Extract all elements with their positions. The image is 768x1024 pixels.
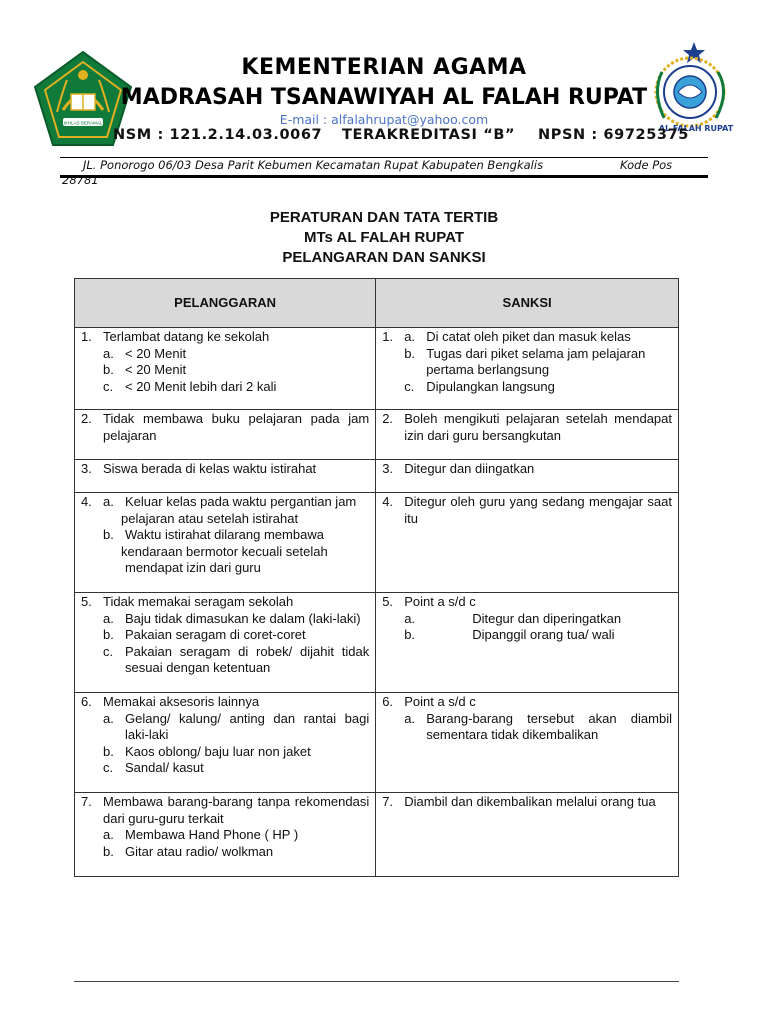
sub-letter: c. — [404, 378, 415, 394]
sub-text: Barang-barang tersebut akan diambil sementara tidak dikembalikan — [426, 710, 672, 742]
item-text: Terlambat datang ke sekolah — [103, 329, 270, 344]
sub-letter: b. — [103, 843, 114, 859]
sub-text: Kaos oblong/ baju luar non jaket — [125, 743, 311, 759]
violation-cell — [75, 493, 376, 593]
sub-text: Ditegur dan diperingatkan — [472, 610, 622, 626]
school-name: MADRASAH TSANAWIYAH AL FALAH RUPAT — [120, 85, 648, 110]
item-text: Ditegur oleh guru yang sedang mengajar saat itu — [404, 494, 672, 526]
item-text: Ditegur dan diingatkan — [404, 461, 535, 476]
item-text-continuation: pelajaran atau setelah istirahat — [121, 510, 299, 526]
item-number: 1. — [382, 329, 394, 344]
item-text: Di catat oleh piket dan masuk kelas — [426, 329, 631, 344]
sub-letter: a. — [404, 610, 416, 626]
sub-letter: a. — [404, 329, 416, 344]
item-number: 3. — [382, 461, 394, 476]
sub-text: Gitar atau radio/ wolkman — [125, 843, 274, 859]
sanction-cell — [376, 593, 679, 693]
email-address[interactable]: E-mail : alfalahrupat@yahoo.com — [279, 112, 489, 127]
sub-text: Dipulangkan langsung — [426, 378, 555, 394]
item-text: Membawa barang-barang tanpa rekomendasi dari guru-guru terkait — [103, 794, 370, 826]
sub-text-continuation: pertama berlangsung — [426, 362, 550, 377]
item-text: Boleh mengikuti pelajaran setelah mendapat izin dari guru bersangkutan — [404, 411, 672, 443]
column-header-pelanggaran: PELANGGARAN — [75, 279, 376, 328]
violation-cell — [75, 328, 376, 410]
table-row — [75, 410, 679, 460]
violation-cell — [75, 593, 376, 693]
sanction-cell — [376, 328, 679, 410]
school-address: JL. Ponorogo 06/03 Desa Parit Kebumen Kecamatan Rupat Kabupaten Bengkalis — [83, 158, 544, 172]
item-text: Point a s/d c — [404, 594, 476, 609]
institution-name: KEMENTERIAN AGAMA — [241, 55, 527, 80]
logo-ribbon-text: AL FALAH RUPAT — [658, 124, 734, 133]
sub-letter: a. — [103, 710, 114, 726]
sub-letter: b. — [404, 627, 416, 642]
sub-text-continuation: mendapat izin dari guru — [125, 560, 261, 575]
item-number: 5. — [382, 594, 394, 609]
sub-text: Sandal/ kasut — [125, 760, 204, 775]
sanction-cell — [376, 410, 679, 460]
document-title: PERATURAN DAN TATA TERTIB — [269, 209, 499, 226]
accreditation-status: TERAKREDITASI “B” — [342, 127, 516, 143]
sub-letter: b. — [103, 527, 114, 542]
violation-cell — [75, 793, 376, 877]
item-text: Keluar kelas pada waktu pergantian jam — [125, 494, 357, 509]
table-row — [75, 328, 679, 410]
violation-cell — [75, 410, 376, 460]
sub-text: Pakaian seragam di robek/ dijahit tidak sesuai dengan ketentuan — [125, 643, 370, 675]
sub-text-continuation: kendaraan bermotor kecuali setelah — [121, 543, 328, 559]
sub-letter: b. — [103, 627, 114, 642]
item-number: 7. — [382, 794, 394, 809]
table-row — [75, 493, 679, 593]
item-text: Siswa berada di kelas waktu istirahat — [103, 461, 317, 476]
sub-text: Tugas dari piket selama jam pelajaran — [426, 345, 646, 361]
table-header-row — [75, 279, 679, 328]
sub-text: Dipanggil orang tua/ wali — [472, 627, 615, 642]
sub-letter: c. — [103, 643, 114, 659]
sub-letter: b. — [103, 362, 114, 377]
item-text: Tidak memakai seragam sekolah — [103, 594, 294, 609]
postal-code: 28781 — [62, 173, 99, 187]
document-subtitle: MTs AL FALAH RUPAT — [304, 229, 464, 246]
sub-text: < 20 Menit — [125, 345, 187, 361]
item-number: 2. — [382, 411, 394, 426]
item-text: Diambil dan dikembalikan melalui orang tua — [404, 794, 656, 809]
violation-cell — [75, 693, 376, 793]
sub-letter: a. — [103, 345, 114, 361]
header-divider-thick — [60, 175, 708, 178]
item-text: Tidak membawa buku pelajaran pada jam pelajaran — [103, 411, 370, 443]
sub-text: < 20 Menit lebih dari 2 kali — [125, 378, 277, 394]
sub-letter: c. — [103, 378, 114, 394]
table-row — [75, 693, 679, 793]
item-number: 1. — [81, 329, 92, 344]
table-row — [75, 593, 679, 693]
sub-text: < 20 Menit — [125, 362, 187, 377]
postal-label: Kode Pos — [620, 158, 673, 172]
table-row — [75, 460, 679, 493]
sanction-cell — [376, 493, 679, 593]
rules-table — [74, 278, 679, 877]
item-number: 2. — [81, 411, 92, 426]
sub-letter: a. — [103, 494, 114, 509]
item-number: 5. — [81, 594, 92, 609]
item-number: 6. — [81, 694, 92, 709]
logo-ribbon-text: IKHLAS BERAMAL — [63, 120, 103, 126]
sub-letter: b. — [404, 345, 416, 361]
sub-letter: b. — [103, 743, 114, 759]
item-text: Point a s/d c — [404, 694, 476, 709]
sub-text: Gelang/ kalung/ anting dan rantai bagi laki-laki — [125, 710, 370, 742]
item-text: Memakai aksesoris lainnya — [103, 694, 260, 709]
sanction-cell — [376, 693, 679, 793]
sub-text: Membawa Hand Phone ( HP ) — [125, 827, 299, 842]
table-row — [75, 793, 679, 877]
item-number: 4. — [81, 494, 92, 509]
violation-cell — [75, 460, 376, 493]
nsm-number: NSM : 121.2.14.03.0067 — [113, 127, 323, 143]
npsn-number: NPSN : 69725375 — [538, 127, 689, 143]
footer-divider — [74, 981, 679, 982]
sub-text: Baju tidak dimasukan ke dalam (laki-laki) — [125, 610, 361, 626]
sanction-cell — [376, 793, 679, 877]
item-number: 7. — [81, 794, 92, 809]
item-number: 3. — [81, 461, 92, 476]
sub-letter: c. — [103, 760, 114, 775]
sub-text: Pakaian seragam di coret-coret — [125, 627, 306, 642]
sub-letter: a. — [103, 827, 114, 842]
item-number: 4. — [382, 494, 394, 509]
sub-letter: a. — [404, 710, 416, 726]
sub-text: Waktu istirahat dilarang membawa — [125, 527, 324, 542]
sanction-cell — [376, 460, 679, 493]
item-number: 6. — [382, 694, 394, 709]
column-header-sanksi: SANKSI — [376, 279, 679, 328]
document-section-title: PELANGARAN DAN SANKSI — [282, 249, 486, 266]
sub-letter: a. — [103, 610, 114, 626]
